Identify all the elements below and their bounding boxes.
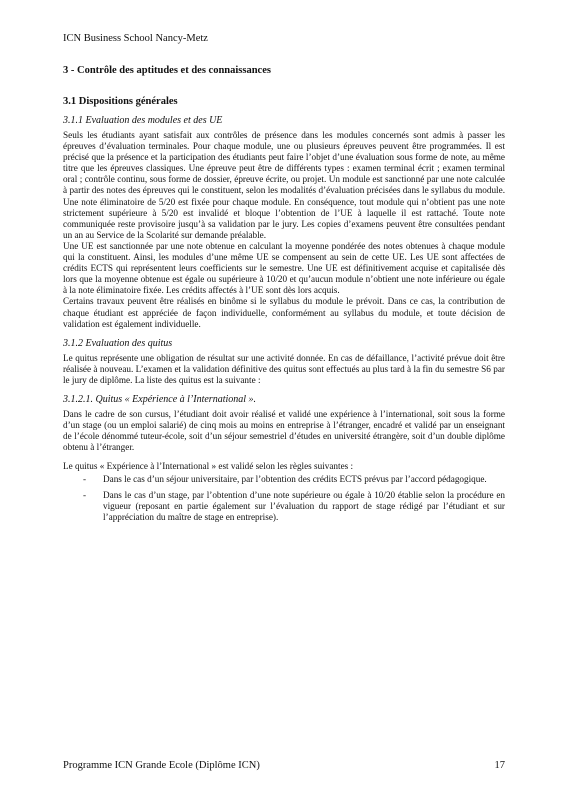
page-content xyxy=(63,65,505,527)
paragraph: Une UE est sanctionnée par une note obtenue en calculant la moyenne pondérée des notes obtenues à chaque module qui la constituent. Ainsi, les modules d’une même UE se compensent au sein de cette UE. Les UE sont affectées de crédits ECTS qui représentent leurs coefficients sur le semestre. Une UE est définitivement acquise et capitalisée dès lors que la moyenne obtenue est égale ou supérieure à 10/20 et qu’aucun module n’obtient une note inférieure ou égale à la note éliminatoire fixée. Les crédits affectés à l’UE sont dès lors acquis. xyxy=(63,240,505,296)
list-item: - Dans le cas d’un stage, par l’obtention d’une note supérieure ou égale à 10/20 établie selon la procédure en vigueur (reposant en partie également sur l’évaluation du rapport de stage rédigé par l’étudiant et sur l’appréciation du maître de stage en entreprise). xyxy=(63,490,505,523)
subsection-title: 3.1 Dispositions générales xyxy=(63,96,178,107)
heading-3-1-2-1: 3.1.2.1. Quitus « Expérience à l’International ». xyxy=(63,393,257,405)
rules-list xyxy=(63,474,505,522)
heading-3-1-2: 3.1.2 Evaluation des quitus xyxy=(63,337,173,349)
paragraph: Le quitus « Expérience à l’International » est validé selon les règles suivantes : xyxy=(63,461,354,472)
section-title: 3 - Contrôle des aptitudes et des connaissances xyxy=(63,65,271,76)
list-item: - Dans le cas d’un séjour universitaire, par l’obtention des crédits ECTS prévus par l’accord pédagogique. xyxy=(63,474,505,485)
paragraph: Dans le cadre de son cursus, l’étudiant doit avoir réalisé et validé une expérience à l’international, soit sous la forme d’un stage (ou un emploi salarié) de cinq mois au moins en entreprise à l’étranger, encadré et validé par un enseignant de l’école dénommé tuteur-école, soit d’un séjour semestriel d’études en université étrangère, soit d’un double diplôme obtenu à l’étranger. xyxy=(63,408,505,453)
running-header: ICN Business School Nancy-Metz xyxy=(63,33,208,44)
heading-3-1-1: 3.1.1 Evaluation des modules et des UE xyxy=(63,115,223,126)
paragraph: Le quitus représente une obligation de résultat sur une activité donnée. En cas de défaillance, l’activité prévue doit être réalisée à nouveau. L’examen et la validation définitive des quitus sont effectués au plus tard à la fin du semestre S6 par le jury de diplôme. La liste des quitus est la suivante : xyxy=(63,352,505,385)
footer-title: Programme ICN Grande Ecole (Diplôme ICN) xyxy=(63,760,260,771)
paragraph: Certains travaux peuvent être réalisés en binôme si le syllabus du module le prévoit. Dans ce cas, la contribution de chaque étudiant est appréciée de façon individuelle, conformément au syllabus du module, et toute décision de validation est également individuelle. xyxy=(63,296,505,329)
page-footer xyxy=(63,760,505,771)
paragraph: Seuls les étudiants ayant satisfait aux contrôles de présence dans les modules concernés sont admis à passer les épreuves d’évaluation terminales. Pour chaque module, une ou plusieurs épreuves peuvent être programmées. Il est précisé que la présence et la participation des étudiants peut faire l’objet d’une évaluation sous forme de note, au même titre que les épreuves classiques. Une épreuve peut être de différents types : examen terminal écrit ; examen terminal oral ; contrôle continu, sous forme de dossier, épreuve écrite, ou projet. Un module est sanctionné par une note calculée à partir des notes des épreuves qui le constituent, selon les modalités d’évaluation précisées dans le syllabus du module. Une note éliminatoire de 5/20 est fixée pour chaque module. En conséquence, tout module qui n’obtient pas une note strictement supérieure à 5/20 est invalidé et bloque l’obtention de l’UE à laquelle il est rattaché. Toute note communiquée reste provisoire jusqu’à sa validation par le jury. Les copies d’examens peuvent être consultées pendant un an au Service de la Scolarité sur demande préalable. xyxy=(63,130,505,240)
page-number: 17 xyxy=(494,760,505,771)
